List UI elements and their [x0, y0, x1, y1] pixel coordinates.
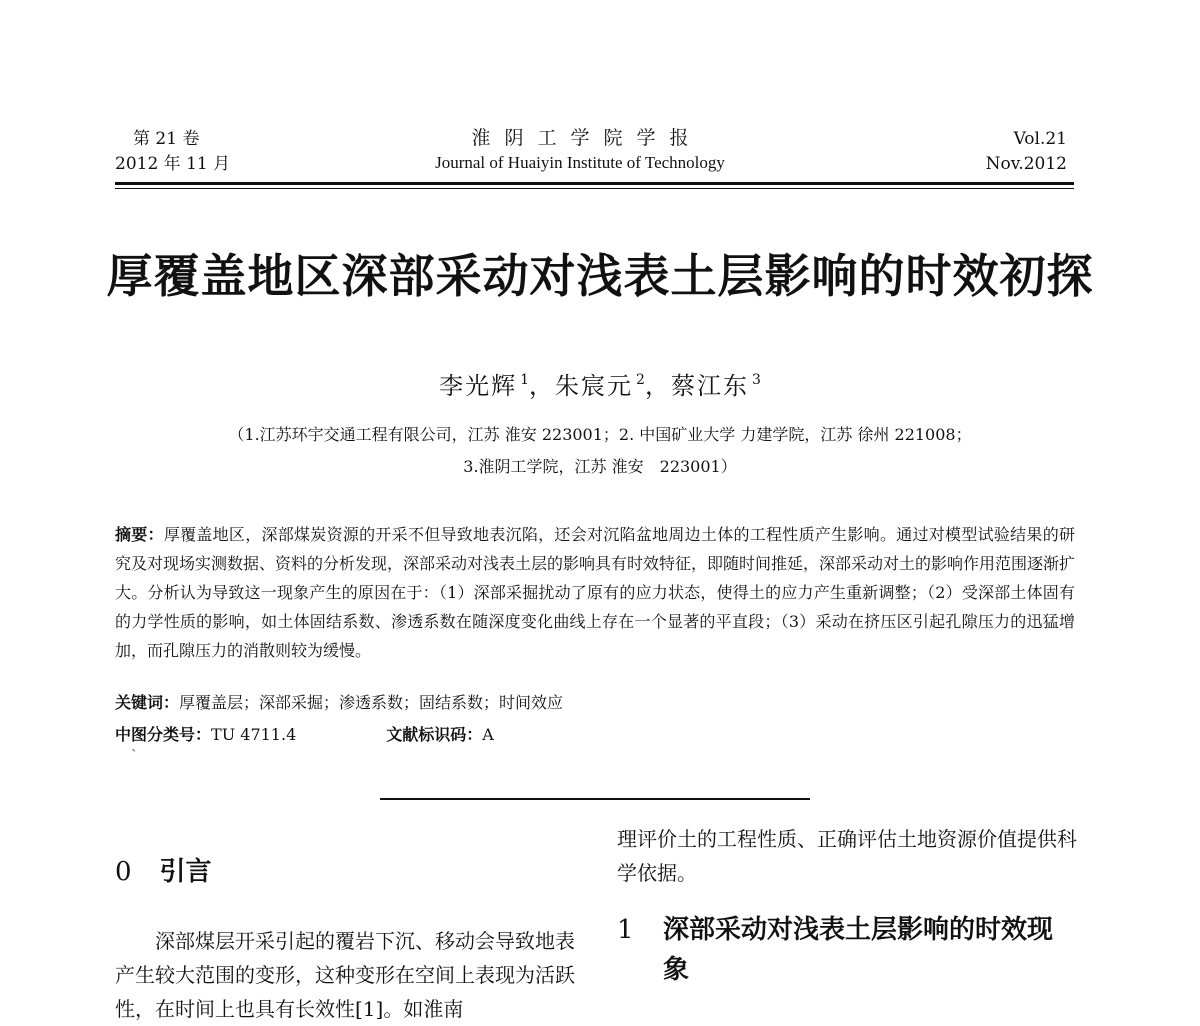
header-center [360, 125, 800, 175]
author-affil-sup: 2 [636, 372, 645, 388]
author-name: 蔡江东 [670, 372, 749, 400]
date-en: Nov.2012 [985, 154, 1067, 174]
author-name: 李光辉 [439, 372, 518, 400]
right-column-continuation: 理评价土的工程性质、正确评估土地资源价值提供科学依据。 [617, 827, 1077, 885]
author-name: 朱宸元 [555, 372, 634, 400]
header-right [986, 127, 1067, 177]
doc-code-value: A [482, 725, 494, 744]
clc-label: 中图分类号： [115, 725, 212, 744]
section-0-number: 0 [115, 857, 132, 887]
keywords [115, 688, 563, 717]
intro-paragraph: 深部煤层开采引起的覆岩下沉、移动会导致地表产生较大范围的变形，这种变形在空间上表现为活跃性，在时间上也具有长效性[1]。如淮南 [115, 929, 575, 1021]
header-rule-thin [115, 188, 1074, 189]
abstract-label: 摘要： [115, 525, 164, 544]
left-column-text [115, 924, 575, 1026]
author-affil-sup: 1 [520, 372, 530, 388]
clc-value: TU 4711.4 [211, 725, 297, 744]
paper-title: 厚覆盖地区深部采动对浅表土层影响的时效初探 [106, 249, 1094, 303]
author-separator: ， [644, 372, 671, 400]
affiliation-line-2: 3.淮阴工学院，江苏 淮安 223001） [463, 457, 737, 476]
doc-code-label: 文献标识码： [386, 725, 483, 744]
affiliation-line-1: （1.江苏环宇交通工程有限公司，江苏 淮安 223001；2. 中国矿业大学 力建学院，江苏 徐州 221008； [228, 425, 972, 444]
section-0-heading [115, 852, 212, 892]
section-1-heading [617, 910, 1077, 990]
date-cn: 2012 年 11 月 [115, 154, 231, 174]
author-affil-sup: 3 [751, 372, 761, 388]
abstract-text: 厚覆盖地区，深部煤炭资源的开采不但导致地表沉陷，还会对沉陷盆地周边土体的工程性质产生影响。通过对模型试验结果的研究及对现场实测数据、资料的分析发现，深部采动对浅表土层的影响具有时效特征，即随时间推延，深部采动对土的影响作用范围逐渐扩大。分析认为导致这一现象产生的原因在于：（1）深部采掘扰动了原有的应力状态，使得土的应力产生重新调整；（2）受深部土体固有的力学性质的影响，如土体固结系数、渗透系数在随深度变化曲线上存在一个显著的平直段；（3）采动在挤压区引起孔隙压力的迅猛增加，而孔隙压力的消散则较为缓慢。 [115, 525, 1076, 660]
header-left [115, 127, 230, 177]
section-0-title: 引言 [159, 857, 212, 887]
header-rule-thick [115, 182, 1074, 185]
author-separator: ， [529, 372, 556, 400]
author-list [200, 362, 1000, 404]
classification [115, 720, 494, 749]
section-1-number: 1 [617, 915, 634, 945]
volume-cn: 第 21 卷 [133, 129, 200, 149]
journal-name-cn: 淮阴工学院学报 [471, 127, 703, 149]
section-1-title: 深部采动对浅表土层影响的时效现象 [663, 915, 1054, 985]
keywords-text: 厚覆盖层；深部采掘；渗透系数；固结系数；时间效应 [179, 693, 564, 712]
journal-name-en: Journal of Huaiyin Institute of Technology [435, 153, 725, 172]
abstract [115, 520, 1075, 665]
keywords-label: 关键词： [115, 693, 180, 712]
scan-mark: ` [131, 748, 138, 764]
body-separator-rule [380, 798, 810, 800]
volume-en: Vol.21 [1013, 129, 1067, 149]
